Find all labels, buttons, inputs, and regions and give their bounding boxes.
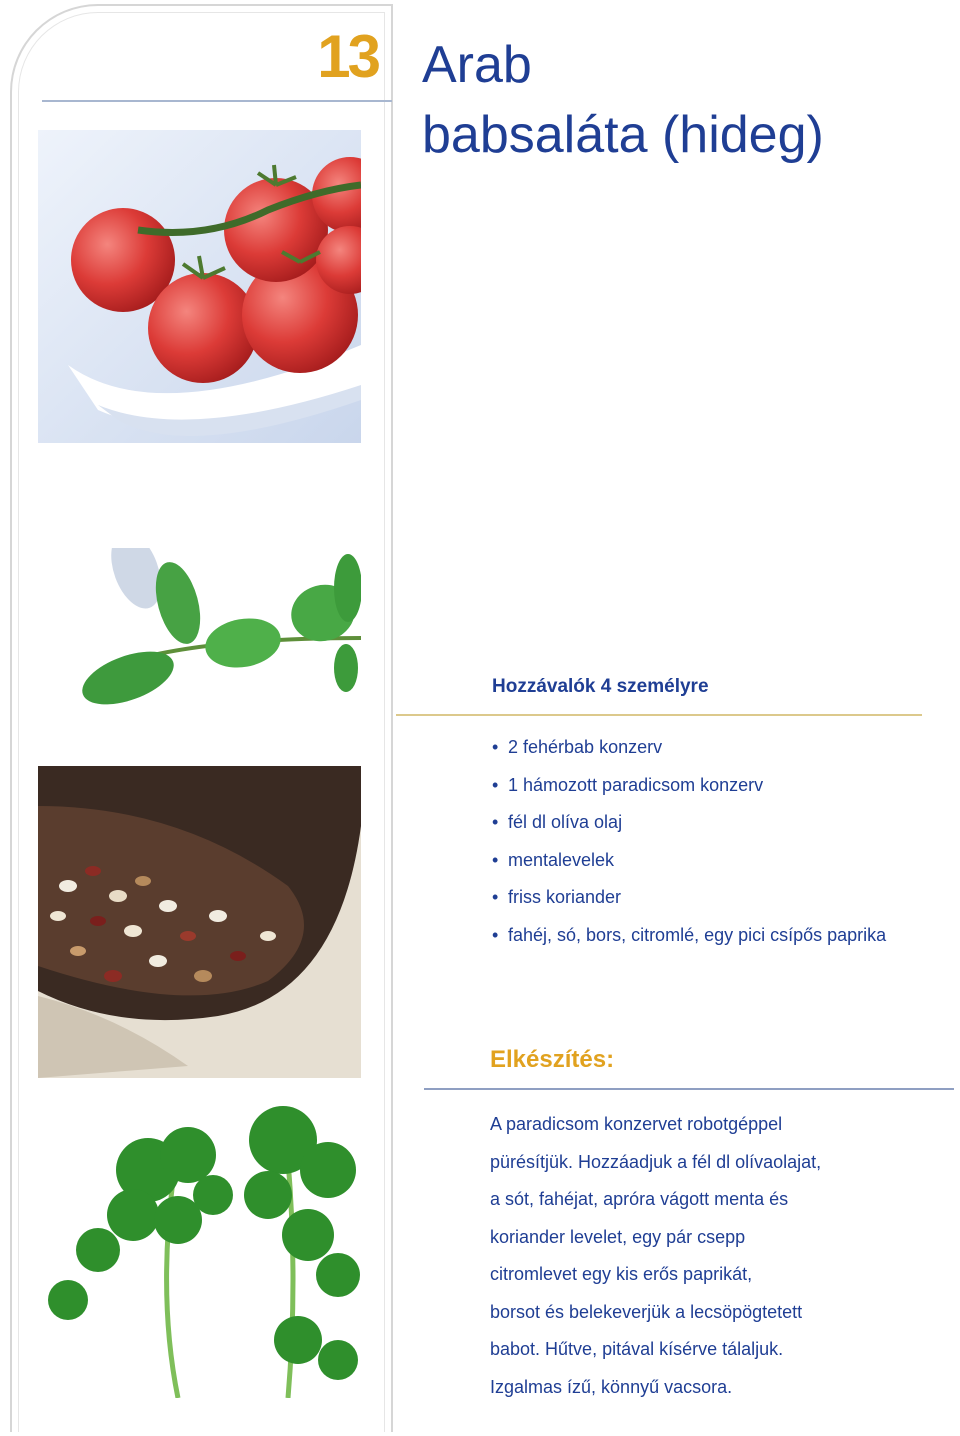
preparation-line: babot. Hűtve, pitával kísérve tálaljuk. [490, 1339, 784, 1359]
number-divider [42, 100, 392, 102]
coriander-photo [38, 1100, 361, 1398]
preparation-line: borsot és belekeverjük a lecsöpögtetett [490, 1301, 803, 1322]
recipe-number: 13 [317, 23, 378, 90]
preparation-line: a sót, fahéjat, apróra vágott menta és [490, 1189, 789, 1209]
ingredient-item: • mentalevelek [492, 847, 886, 885]
preparation-line: Izgalmas ízű, könnyű vacsora. [490, 1376, 733, 1397]
recipe-title-line-2: babsaláta (hideg) [422, 106, 824, 164]
preparation-line: A paradicsom konzervet robotgéppel [490, 1114, 783, 1134]
ingredient-item: • fahéj, só, bors, citromlé, egy pici csípős paprika [492, 922, 886, 960]
ingredient-item: • friss koriander [492, 884, 886, 922]
ingredients-heading: Hozzávalók 4 személyre [492, 676, 709, 697]
beans-photo [38, 766, 361, 1078]
preparation-text [490, 1106, 930, 1406]
recipe-title [422, 30, 942, 170]
ingredient-item: • 1 hámozott paradicsom konzerv [492, 772, 886, 810]
preparation-heading: Elkészítés: [490, 1046, 615, 1073]
preparation-line: citromlevet egy kis erős paprikát, [490, 1264, 753, 1284]
recipe-title-line-1: Arab [422, 36, 532, 94]
ingredients-divider [396, 714, 922, 716]
preparation-line: koriander levelet, egy pár csepp [490, 1226, 746, 1247]
preparation-divider [424, 1088, 954, 1090]
preparation-line: pürésítjük. Hozzáadjuk a fél dl olívaolajat, [490, 1151, 822, 1172]
mint-leaves-photo [68, 548, 361, 714]
ingredient-item: • 2 fehérbab konzerv [492, 734, 886, 772]
ingredients-list [492, 734, 886, 959]
ingredient-item: • fél dl olíva olaj [492, 809, 886, 847]
tomatoes-photo [38, 130, 361, 443]
